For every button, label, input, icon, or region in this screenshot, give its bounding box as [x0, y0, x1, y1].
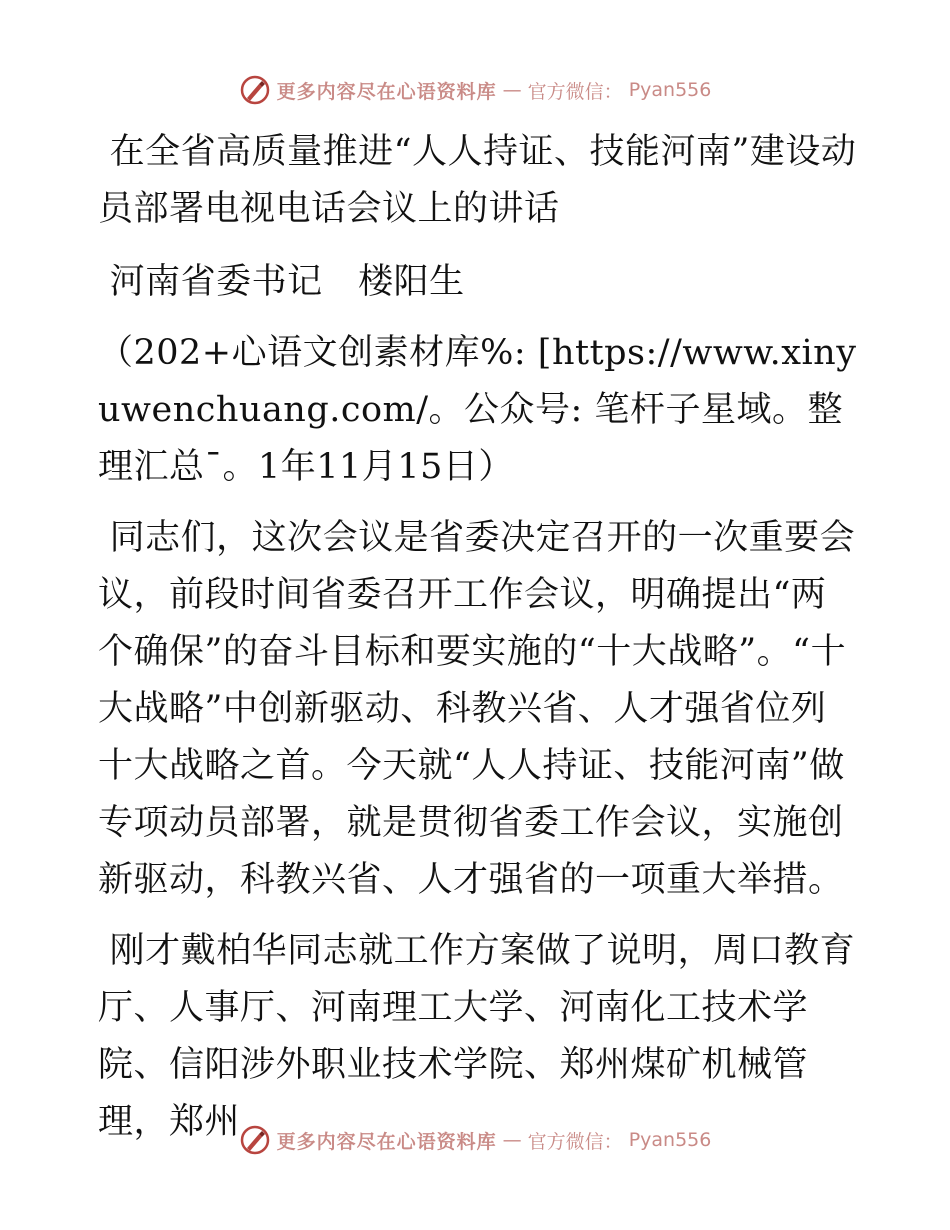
watermark-label: 官方微信：	[527, 80, 623, 103]
watermark-id: Pyan556	[628, 79, 712, 101]
document-author: 河南省委书记 楼阳生	[98, 262, 465, 302]
document-title: 在全省高质量推进“人人持证、技能河南”建设动员部署电视电话会议上的讲话	[98, 132, 857, 229]
footer-watermark	[0, 1120, 950, 1160]
pen-circle-icon	[239, 74, 271, 106]
pen-circle-icon	[239, 1124, 271, 1156]
header-watermark	[0, 70, 950, 110]
watermark-dash: —	[502, 1129, 522, 1151]
paragraph: 同志们，这次会议是省委决定召开的一次重要会议，前段时间省委召开工作会议，明确提出“两个确保”的奋斗目标和要实施的“十大战略”。“十大战略”中创新驱动、科教兴省、人才强省位列十大战略之首。今天就“人人持证、技能河南”做专项动员部署，就是贯彻省委工作会议，实施创新驱动，科教兴省、人才强省的一项重大举措。	[98, 518, 856, 900]
watermark-dash: —	[502, 79, 522, 101]
watermark-label: 官方微信：	[527, 1130, 623, 1153]
watermark-text: 更多内容尽在心语资料库	[276, 1130, 497, 1153]
watermark-text: 更多内容尽在心语资料库	[276, 80, 497, 103]
watermark-id: Pyan556	[628, 1129, 712, 1151]
paragraph: 刚才戴柏华同志就工作方案做了说明，周口教育厅、人事厅、河南理工大学、河南化工技术学院、信阳涉外职业技术学院、郑州煤矿机械管理，郑州	[98, 931, 856, 1142]
document-source-note: （202+心语文创素材库%: [https://www.xinyuwenchuang.com/。公众号: 笔杆子星域。整理汇总¯。1年11月15日）	[98, 333, 857, 487]
document-body	[98, 124, 858, 1165]
